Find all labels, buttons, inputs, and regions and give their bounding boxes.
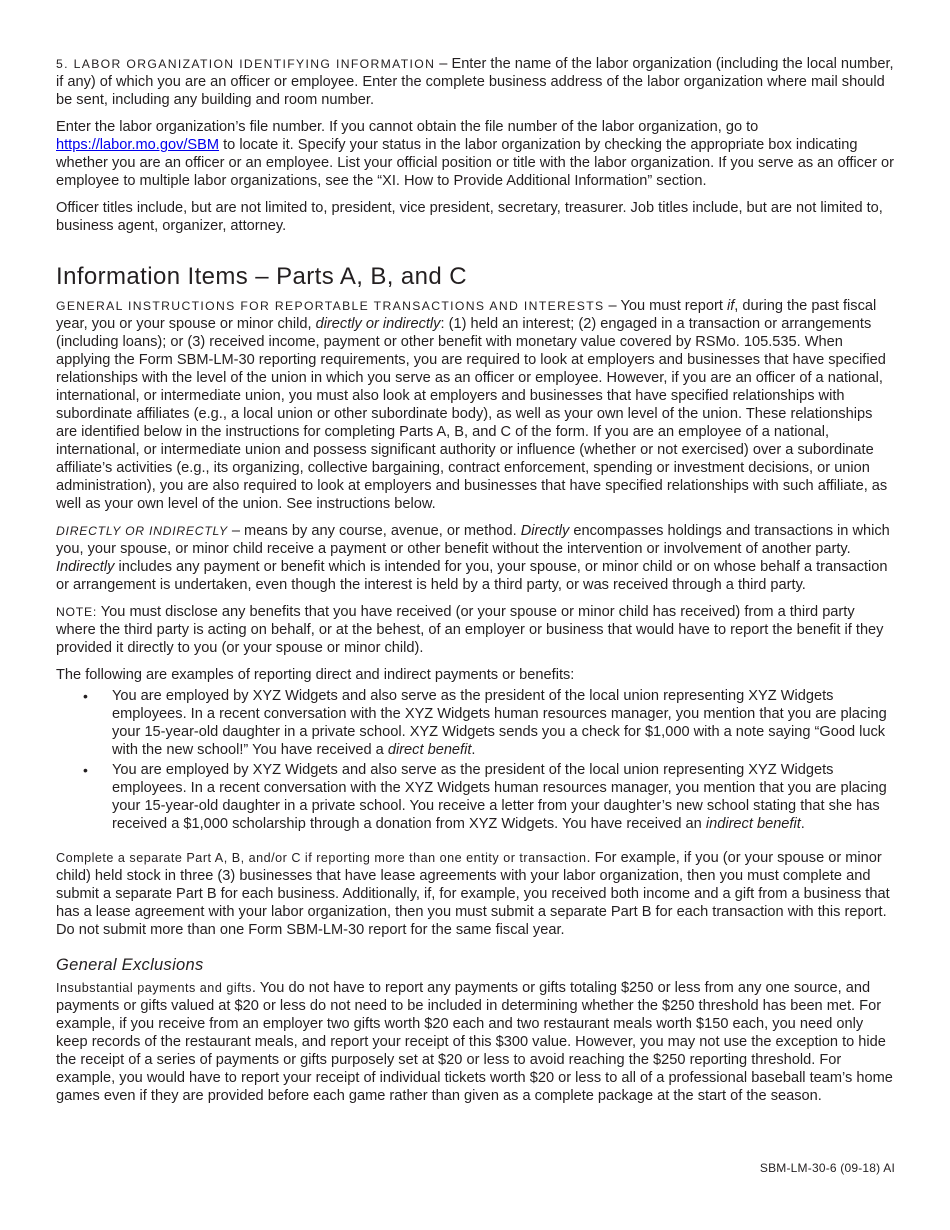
example-end: . bbox=[800, 816, 805, 832]
section5-paragraph bbox=[56, 55, 896, 109]
list-item bbox=[83, 687, 896, 759]
example-text: You are employed by XYZ Widgets and also serve as the president of the local union representing XYZ Widgets employees. In a recent conversation with the XYZ Widgets human resources manager, you mention that you are placing your 15-year-old daughter in a private school. XYZ Widgets sends you a check for $1,000 with a note saying “Good luck with the new school!” You have received a bbox=[112, 688, 887, 758]
general-instructions-heading: GENERAL INSTRUCTIONS FOR REPORTABLE TRANSACTIONS AND INTERESTS bbox=[56, 299, 605, 313]
file-number-text-a: Enter the labor organization’s file number. If you cannot obtain the file number of the labor organization, go to bbox=[56, 119, 759, 135]
directly-indirectly-paragraph bbox=[56, 522, 896, 594]
note-label: NOTE: bbox=[56, 605, 97, 619]
example-emphasis: direct benefit bbox=[387, 742, 472, 758]
file-number-text-b: to locate it. Specify your status in the labor organization by checking the appropriate box indicating whether you are an officer or an employee. List your official position or title with the labor organization. If you serve as an officer or employee to multiple labor organizations, see the “XI. How to Provide Additional Information” section. bbox=[56, 137, 894, 189]
section5-text: – Enter the name of the labor organization (including the local number, if any) of which you are an officer or employee. Enter the complete business address of the labor organization where mail should be sent, including any building and room number. bbox=[56, 56, 894, 108]
form-footer-id: SBM-LM-30-6 (09-18) AI bbox=[759, 1161, 895, 1175]
di-directly: Directly bbox=[520, 523, 570, 539]
examples-intro: The following are examples of reporting direct and indirect payments or benefits: bbox=[56, 667, 575, 683]
separate-parts-paragraph bbox=[56, 849, 896, 939]
example-text: You are employed by XYZ Widgets and also serve as the president of the local union representing XYZ Widgets employees. In a recent conversation with the XYZ Widgets human resources manager, you mention that you are placing your 15-year-old daughter in a private school. You receive a letter from your daughter’s new school stating that she has received a $1,000 scholarship through a donation from XYZ Widgets. You have received an bbox=[112, 762, 887, 832]
sbm-link[interactable]: https://labor.mo.gov/SBM bbox=[56, 137, 220, 153]
di-text-c: includes any payment or benefit which is intended for you, your spouse, or minor child or on whose behalf a transaction or arrangement is undertaken, even though the interest is held by a third party, or was received through a third party. bbox=[56, 559, 888, 593]
general-directly-or-indirectly: directly or indirectly bbox=[315, 316, 441, 332]
directly-indirectly-heading: DIRECTLY OR INDIRECTLY bbox=[56, 524, 228, 538]
bullet-icon: • bbox=[83, 688, 88, 704]
titles-paragraph: Officer titles include, but are not limited to, president, vice president, secretary, treasurer. Job titles include, but are not limited to, business agent, organizer, attorney. bbox=[56, 200, 883, 234]
insubstantial-heading: Insubstantial payments and gifts bbox=[56, 981, 252, 995]
list-item bbox=[83, 761, 896, 833]
exclusions-paragraph bbox=[56, 979, 896, 1105]
page-content bbox=[56, 55, 896, 1105]
bullet-icon: • bbox=[83, 762, 88, 778]
note-paragraph bbox=[56, 603, 896, 657]
examples-list bbox=[56, 687, 896, 833]
general-if: if bbox=[726, 298, 735, 314]
general-instructions-paragraph bbox=[56, 297, 896, 513]
info-items-title: Information Items – Parts A, B, and C bbox=[56, 263, 467, 290]
example-emphasis: indirect benefit bbox=[705, 816, 801, 832]
general-text-b: , during the past fiscal year, you or your spouse or minor child, bbox=[56, 298, 877, 332]
example-end: . bbox=[471, 742, 476, 758]
di-text-b: encompasses holdings and transactions in which you, your spouse, or minor child receive a payment or other benefit without the intervention or involvement of another party. bbox=[56, 523, 890, 557]
general-exclusions-title: General Exclusions bbox=[56, 956, 204, 974]
note-text: You must disclose any benefits that you have received (or your spouse or minor child has received) from a third party where the third party is acting on behalf, or at the behest, of an employer or business that would have to report the benefit if they provided it directly to you (or your spouse or minor child). bbox=[56, 604, 884, 656]
exclusions-text: . You do not have to report any payments or gifts totaling $250 or less from any one source, and payments or gifts valued at $20 or less do not need to be included in determining whether the $250 threshold has been met. For example, if you receive from an employer two gifts worth $20 each and two restaurant meals worth $150 each, you need only keep records of the restaurant meals, and report your receipt of this $300 value. However, you may not use the exception to hide the receipt of a series of payments or gifts purposely set at $20 or less to avoid reaching the $250 reporting threshold. For example, you would have to report your receipt of individual tickets worth $20 or less to all of a professional baseball team’s home games even if they are provided before each game rather than given as a complete package at the start of the season. bbox=[56, 980, 893, 1104]
di-indirectly: Indirectly bbox=[56, 559, 115, 575]
separate-parts-heading: Complete a separate Part A, B, and/or C if reporting more than one entity or transaction bbox=[56, 851, 587, 865]
file-number-paragraph bbox=[56, 118, 896, 190]
section5-heading: 5. LABOR ORGANIZATION IDENTIFYING INFORMATION bbox=[56, 57, 436, 71]
di-text-a: – means by any course, avenue, or method. bbox=[227, 523, 521, 539]
general-text-c: : (1) held an interest; (2) engaged in a transaction or arrangements (including loans); or (3) received income, payment or other benefit with monetary value covered by RSMo. 105.535. When applying the Form SBM-LM-30 reporting requirements, you are required to look at employers and businesses that have specified relationships with the level of the union in which you serve as an officer or employee. However, if you are an officer of a national, international, or intermediate union, you must also look at employers and businesses that have specified relationships with subordinate affiliates (e.g., a local union or other subordinate body), as well as your own level of the union. These relationships are identified below in the instructions for completing Parts A, B, and C of the form. If you are an employee of a national, international, or intermediate union and possess significant authority or influence (whether or not exercised) over a subordinate affiliate’s activities (e.g., its organizing, collective bargaining, contract enforcement, spending or investment decisions, or union administration), you are also required to look at employers and businesses that have specified relationships with such affiliate, as well as your own level of the union. See instructions below. bbox=[56, 316, 888, 512]
general-text-a: – You must report bbox=[604, 298, 727, 314]
separate-parts-text: . For example, if you (or your spouse or minor child) held stock in three (3) businesses that have lease agreements with your labor organization, then you must complete and submit a separate Part B for each business. Additionally, if, for example, you received both income and a gift from a business that has a lease agreement with your labor organization, then you must submit a separate Part B for each transaction with this report. Do not submit more than one Form SBM-LM-30 report for the same fiscal year. bbox=[56, 850, 890, 938]
